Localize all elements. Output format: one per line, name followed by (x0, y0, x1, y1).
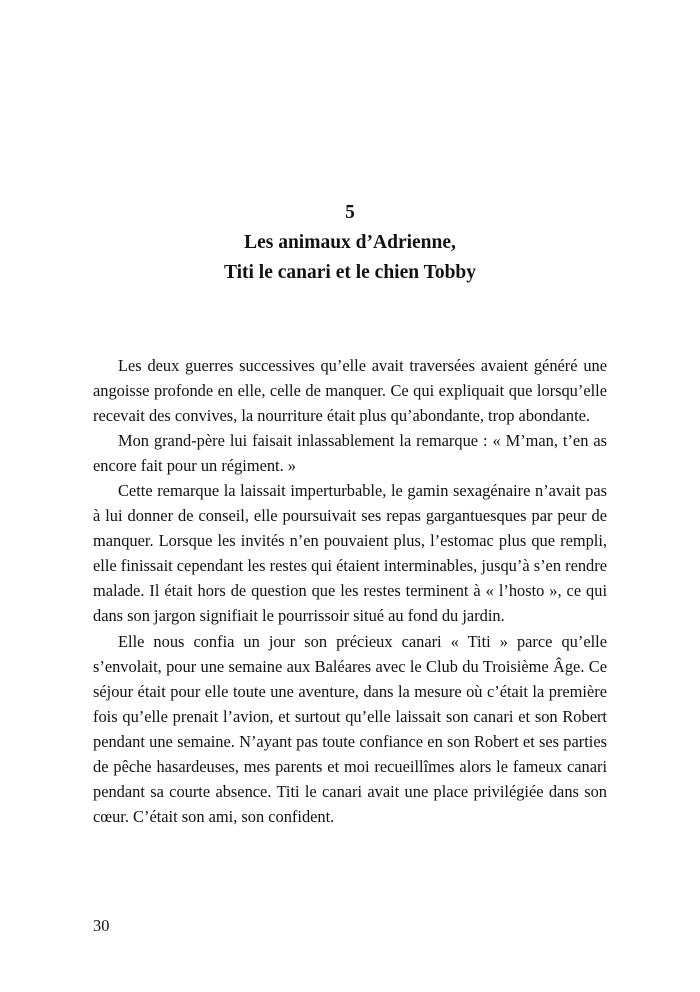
paragraph-3: Cette remarque la laissait imperturbable, le gamin sexagénaire n’avait pas à lui donner de conseil, elle poursuivait ses repas gargantuesques par peur de manquer. Lorsque les invités n’en pouvaient plus, l’estomac plus que rempli, elle finissait cependant les restes qui étaient interminables, jusqu’à s’en rendre malade. Il était hors de question que les restes terminent à « l’hosto », ce qui dans son jargon signifiait le pourrissoir situé au fond du jardin. (93, 481, 607, 626)
chapter-header (0, 198, 700, 288)
chapter-title-line-2: Titi le canari et le chien Tobby (223, 262, 477, 283)
paragraph-4: Elle nous confia un jour son précieux canari « Titi » parce qu’elle s’envolait, pour une semaine aux Baléares avec le Club du Troisième Âge. Ce séjour était pour elle toute une aventure, dans la mesure où c’était la première fois qu’elle prenait l’avion, et surtout qu’elle laissait son canari et son Robert pendant une semaine. N’ayant pas toute confiance en son Robert et ses parties de pêche hasardeuses, mes parents et moi recueillîmes alors le fameux canari pendant sa courte absence. Titi le canari avait une place privilégiée dans son cœur. C’était son ami, son confident. (93, 631, 607, 826)
page-number: 30 (93, 916, 110, 935)
chapter-title-line-1: Les animaux d’Adrienne, (244, 232, 456, 253)
chapter-number: 5 (345, 202, 355, 223)
paragraph-2: Mon grand-père lui faisait inlassablement la remarque : « M’man, t’en as encore fait pour un régiment. » (93, 431, 607, 476)
body-text (93, 353, 607, 829)
paragraph-1: Les deux guerres successives qu’elle avait traversées avaient généré une angoisse profonde en elle, celle de manquer. Ce qui expliquait que lorsqu’elle recevait des convives, la nourriture était plus qu’abondante, trop abondante. (93, 356, 607, 426)
